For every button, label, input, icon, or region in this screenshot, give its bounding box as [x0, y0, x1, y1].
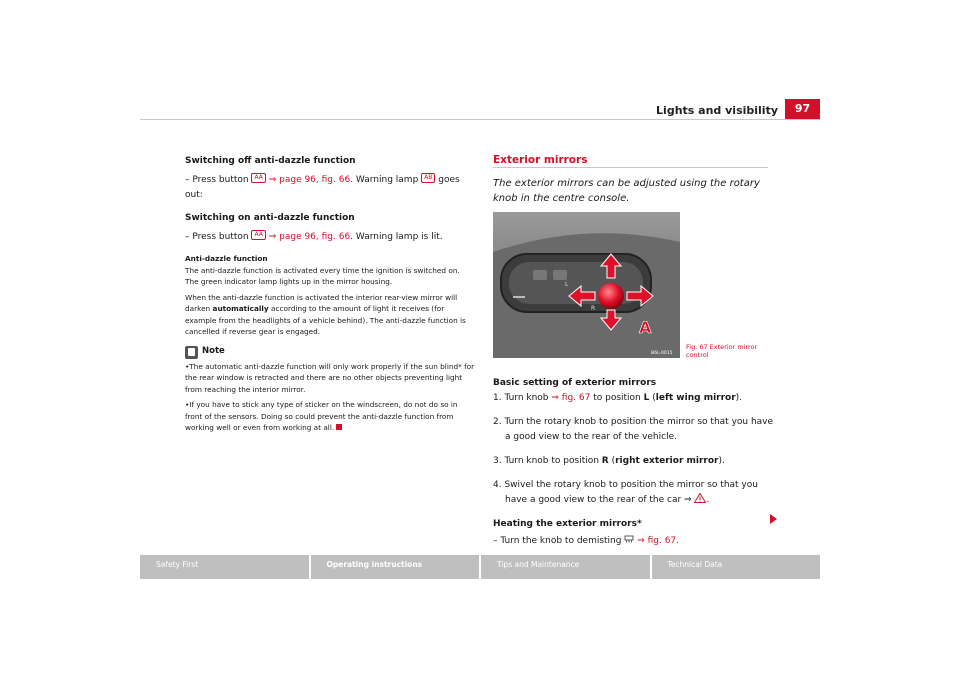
step-3-text: 3. Turn knob to position: [493, 456, 602, 466]
left-column: [185, 154, 475, 438]
button-aa-badge: AA: [251, 173, 265, 183]
footer-tab-safety-first[interactable]: Safety First: [140, 555, 309, 579]
footer-tab-technical-data[interactable]: Technical Data: [652, 555, 821, 579]
anti-dazzle-paragraph-2: [185, 292, 475, 338]
step-2: 2. Turn the rotary knob to position the mirror so that you have a good view to the rear of the vehicle.: [493, 417, 774, 442]
note-icon: [185, 346, 198, 359]
rotary-knob: [598, 283, 624, 309]
on-step-text: – Press button: [185, 232, 252, 242]
knob-label-r: R: [591, 305, 596, 312]
note-header: [185, 346, 475, 359]
basic-setting-heading: Basic setting of exterior mirrors: [493, 378, 657, 388]
off-step-text-mid: . Warning lamp: [350, 175, 422, 185]
mirror-control-illustration: [493, 212, 680, 358]
step-3: [493, 454, 778, 469]
page-number: 97: [785, 99, 820, 119]
page-header-title: Lights and visibility: [656, 104, 778, 117]
anti-dazzle-on-heading: Switching on anti-dazzle function: [185, 213, 355, 223]
step-1-text: 1. Turn knob: [493, 393, 552, 403]
step-1: [493, 391, 778, 406]
button-aa-badge: AA: [251, 230, 265, 240]
right-column: [493, 376, 778, 549]
heating-step-text: – Turn the knob to demisting: [493, 536, 625, 546]
fig67-link[interactable]: ⇒ fig. 67.: [634, 536, 680, 546]
p2-text: When the anti-dazzle function is activated the interior rear-view mirror will darken: [185, 292, 458, 313]
anti-dazzle-subheading: Anti-dazzle function: [185, 254, 268, 263]
off-step-text: – Press button: [185, 175, 252, 185]
mirror-control-figure: [493, 212, 680, 358]
fig67-link[interactable]: ⇒ fig. 67: [551, 393, 591, 403]
knob-label-l: L: [565, 281, 569, 288]
section-title: Exterior mirrors: [493, 154, 588, 166]
step-3-paren: (: [608, 456, 616, 466]
note-item-1: •The automatic anti-dazzle function will only work properly if the sun blind* for the rear window is retracted and there are no other objects preventing light from reaching the interior mirror.: [185, 361, 475, 394]
footer-nav: [140, 555, 820, 579]
left-wing-mirror: left wing mirror: [655, 393, 736, 403]
warning-lamp-ab-badge: AB: [421, 173, 435, 183]
step-1-paren: (: [649, 393, 656, 403]
figure-marker-a: A: [639, 318, 652, 337]
note-item-2-text: •If you have to stick any type of sticker on the windscreen, do not do so in front of the sensors. Doing so could prevent the anti-dazzle function from working well or even from working at all.: [185, 400, 458, 432]
step-1-end: ).: [735, 393, 743, 403]
step-4-text: 4. Swivel the rotary knob to position the mirror so that you have a good view to the rear of the car ⇒: [493, 480, 758, 505]
page96-fig66-link[interactable]: ⇒ page 96, fig. 66: [265, 232, 351, 242]
step-1-mid: to position: [590, 393, 644, 403]
footer-tab-operating-instructions[interactable]: Operating instructions: [311, 555, 480, 579]
section-intro: The exterior mirrors can be adjusted using the rotary knob in the centre console.: [493, 178, 760, 204]
note-label: Note: [202, 346, 225, 357]
note-item-2: [185, 399, 475, 434]
anti-dazzle-on-step: [185, 230, 475, 245]
position-r: R: [601, 456, 609, 466]
header-divider: [140, 119, 820, 120]
step-4-end: .: [706, 495, 710, 505]
on-step-text-end: . Warning lamp is lit.: [350, 232, 443, 242]
p2-bold: automatically: [212, 304, 269, 313]
next-page-arrow-icon[interactable]: [770, 514, 777, 524]
off-step-text-end: goes out:: [185, 175, 460, 200]
end-of-section-marker: [336, 424, 342, 430]
page96-fig66-link[interactable]: ⇒ page 96, fig. 66: [265, 175, 351, 185]
position-l: L: [643, 393, 650, 403]
heating-step: [493, 534, 778, 549]
step-4: [493, 478, 778, 508]
anti-dazzle-off-heading: Switching off anti-dazzle function: [185, 156, 356, 166]
heating-heading: Heating the exterior mirrors*: [493, 519, 642, 529]
demisting-icon: [624, 535, 634, 543]
figure-caption: Fig. 67 Exterior mirror control: [686, 343, 758, 359]
figure-code: B6L-0015: [651, 351, 673, 356]
warning-triangle-icon[interactable]: [694, 493, 706, 503]
section-divider: [493, 167, 768, 168]
step-3-end: ).: [718, 456, 725, 466]
anti-dazzle-off-step: [185, 173, 475, 203]
anti-dazzle-info: [185, 253, 475, 434]
p2-text-end: according to the amount of light it receives (for example from the headlights of a vehicle behind). The anti-dazzle function is cancelled if reverse gear is engaged.: [185, 304, 466, 336]
anti-dazzle-paragraph-1: The anti-dazzle function is activated every time the ignition is switched on. The green indicator lamp lights up in the mirror housing.: [185, 265, 460, 286]
right-exterior-mirror: right exterior mirror: [615, 456, 719, 466]
footer-tab-tips-and-maintenance[interactable]: Tips and Maintenance: [481, 555, 650, 579]
